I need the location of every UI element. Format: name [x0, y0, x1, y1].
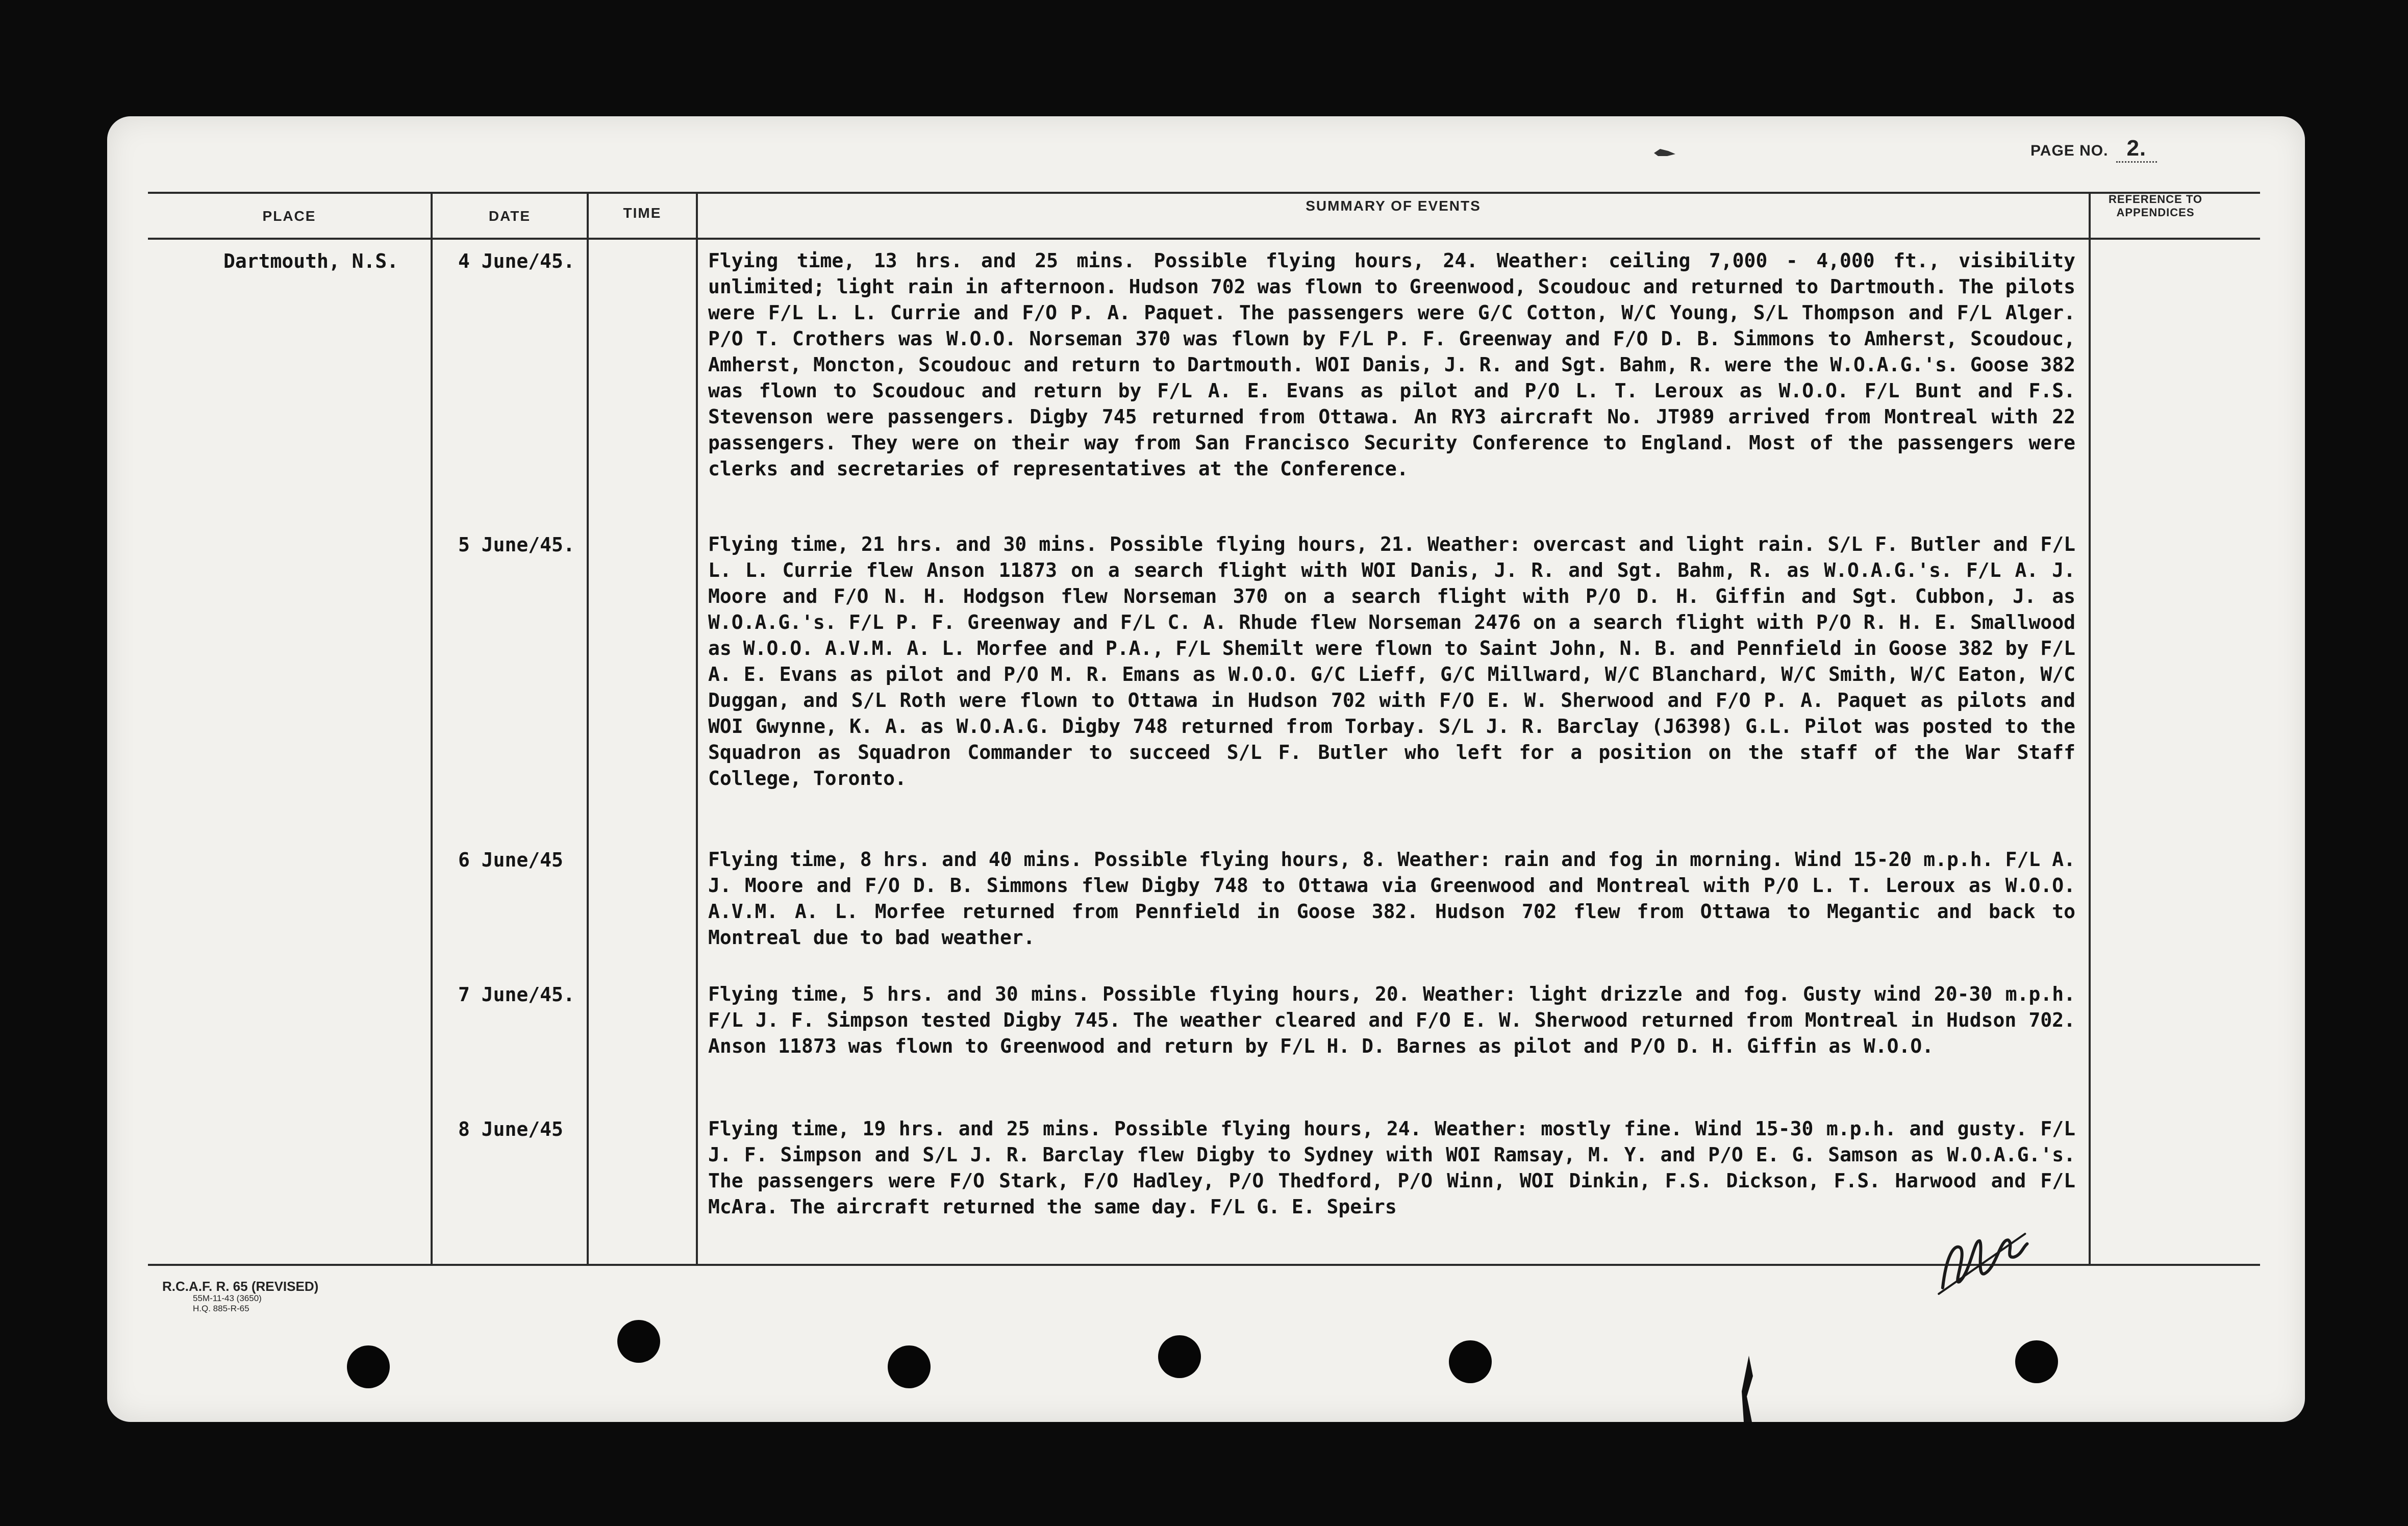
place-value: Dartmouth, N.S. — [223, 250, 399, 272]
form-number — [162, 1279, 318, 1314]
column-divider-place — [431, 192, 433, 1265]
tear-mark — [1740, 1356, 1760, 1422]
entry-date: 5 June/45. — [458, 533, 575, 556]
page-number: 2. — [2116, 136, 2157, 163]
punch-hole — [347, 1345, 390, 1388]
diary-form-card — [107, 116, 2305, 1422]
form-hq-line: H.Q. 885-R-65 — [193, 1304, 249, 1313]
page-label: PAGE NO. — [2030, 142, 2109, 159]
entry-text: Flying time, 5 hrs. and 30 mins. Possible flying hours, 20. Weather: light drizzle and fog. Gusty wind 20-30 m.p.h. F/L J. F. Simpson tested Digby 745. The weather cleared and F/O E. W. Sherwood returned from Montreal in Hudson 702. Anson 11873 was flown to Greenwood and return by F/L H. D. Barnes as pilot and P/O D. H. Giffin as W.O.O. — [708, 983, 2075, 1057]
column-divider-date — [587, 192, 589, 1265]
entry-date: 7 June/45. — [458, 983, 575, 1006]
entry-text: Flying time, 13 hrs. and 25 mins. Possible flying hours, 24. Weather: ceiling 7,000 - 4,000 ft., visibility unlimited; light rain in afternoon. Hudson 702 was flown to Greenwood, Scoudouc and returned to Dartmouth. The pilots were F/L L. L. Currie and F/O P. A. Paquet. The passengers were G/C Cotton, W/C Young, S/L Thompson and F/L Alger. P/O T. Crothers was W.O.O. Norseman 370 was flown by F/L P. F. Greenway and F/O D. B. Simmons to Amherst, Scoudouc, Amherst, Moncton, Scoudouc and return to Dartmouth. WOI Danis, J. R. and Sgt. Bahm, R. were the W.O.A.G.'s. Goose 382 was flown to Scoudouc and return by F/L A. E. Evans as pilot and P/O L. T. Leroux as W.O.O. F/L Bunt and F.S. Stevenson were passengers. Digby 745 returned from Ottawa. An RY3 aircraft No. JT989 arrived from Montreal with 22 passengers. They were on their way from San Francisco Security Conference to England. Most of the passengers were clerks and secretaries of representatives at the Conference. — [708, 249, 2075, 480]
header-date: DATE — [488, 208, 531, 224]
column-divider-summary — [2089, 192, 2091, 1265]
entry-text: Flying time, 19 hrs. and 25 mins. Possible flying hours, 24. Weather: mostly fine. Wind 15-30 m.p.h. and gusty. F/L J. F. Simpson and S/L J. R. Barclay flew Digby to Sydney with WOI Ramsay, M. Y. and P/O E. G. Samson as W.O.A.G.'s. The passengers were F/O Stark, F/O Hadley, P/O Thedford, P/O Winn, WOI Dinkin, F.S. Dickson, F.S. Harwood and F/L McAra. The aircraft returned the same day. F/L G. E. Speirs — [708, 1117, 2075, 1218]
page-number-label — [2030, 136, 2157, 163]
entry-text: Flying time, 8 hrs. and 40 mins. Possible flying hours, 8. Weather: rain and fog in morning. Wind 15-20 m.p.h. F/L A. J. Moore and F/O D. B. Simmons flew Digby 748 to Ottawa via Greenwood and Montreal with P/O L. T. Leroux as W.O.O. A.V.M. A. L. Morfee returned from Pennfield in Goose 382. Hudson 702 flew from Ottawa to Megantic and back to Montreal due to bad weather. — [708, 848, 2075, 949]
table-top-border — [148, 192, 2260, 194]
column-divider-time — [696, 192, 698, 1265]
ink-mark — [1653, 147, 1676, 158]
entry-date: 8 June/45 — [458, 1118, 563, 1140]
entry-date: 4 June/45. — [458, 250, 575, 272]
entry-date: 6 June/45 — [458, 849, 563, 871]
header-bottom-border — [148, 238, 2260, 240]
header-summary: SUMMARY OF EVENTS — [1306, 198, 1481, 214]
punch-hole — [2015, 1340, 2058, 1383]
punch-hole — [1158, 1335, 1201, 1378]
form-print-line: 55M-11-43 (3650) — [193, 1293, 262, 1303]
header-time: TIME — [623, 205, 662, 221]
punch-hole — [1449, 1340, 1492, 1383]
header-place: PLACE — [262, 208, 316, 224]
entry-text: Flying time, 21 hrs. and 30 mins. Possible flying hours, 21. Weather: overcast and light rain. S/L F. Butler and F/L L. L. Currie flew Anson 11873 on a search flight with WOI Danis, J. R. and Sgt. Bahm, R. as W.O.A.G.'s. F/L A. J. Moore and F/O N. H. Hodgson flew Norseman 370 on a search flight with P/O D. H. Giffin and Sgt. Cubbon, J. as W.O.A.G.'s. F/L P. F. Greenway and F/L C. A. Rhude flew Norseman 2476 on a search flight with P/O R. H. E. Smallwood as W.O.O. A.V.M. A. L. Morfee and P.A., F/L Shemilt were flown to Saint John, N. B. and Pennfield in Goose 382 by F/L A. E. Evans as pilot and P/O M. R. Emans as W.O.O. G/C Lieff, G/C Millward, W/C Blanchard, W/C Smith, W/C Eaton, W/C Duggan, and S/L Roth were flown to Ottawa in Hudson 702 with F/O E. W. Sherwood and F/O P. A. Paquet as pilots and WOI Gwynne, K. A. as W.O.A.G. Digby 748 returned from Torbay. S/L J. R. Barclay (J6398) G.L. Pilot was posted to the Squadron as Squadron Commander to succeed S/L F. Butler who left for a position on the staff of the War Staff College, Toronto. — [708, 533, 2075, 790]
handwritten-initials — [1922, 1218, 2042, 1311]
punch-hole — [888, 1345, 931, 1388]
punch-hole — [617, 1320, 660, 1363]
header-reference: REFERENCE TO APPENDICES — [2109, 193, 2202, 219]
form-number-label: R.C.A.F. R. 65 (REVISED) — [162, 1279, 319, 1294]
